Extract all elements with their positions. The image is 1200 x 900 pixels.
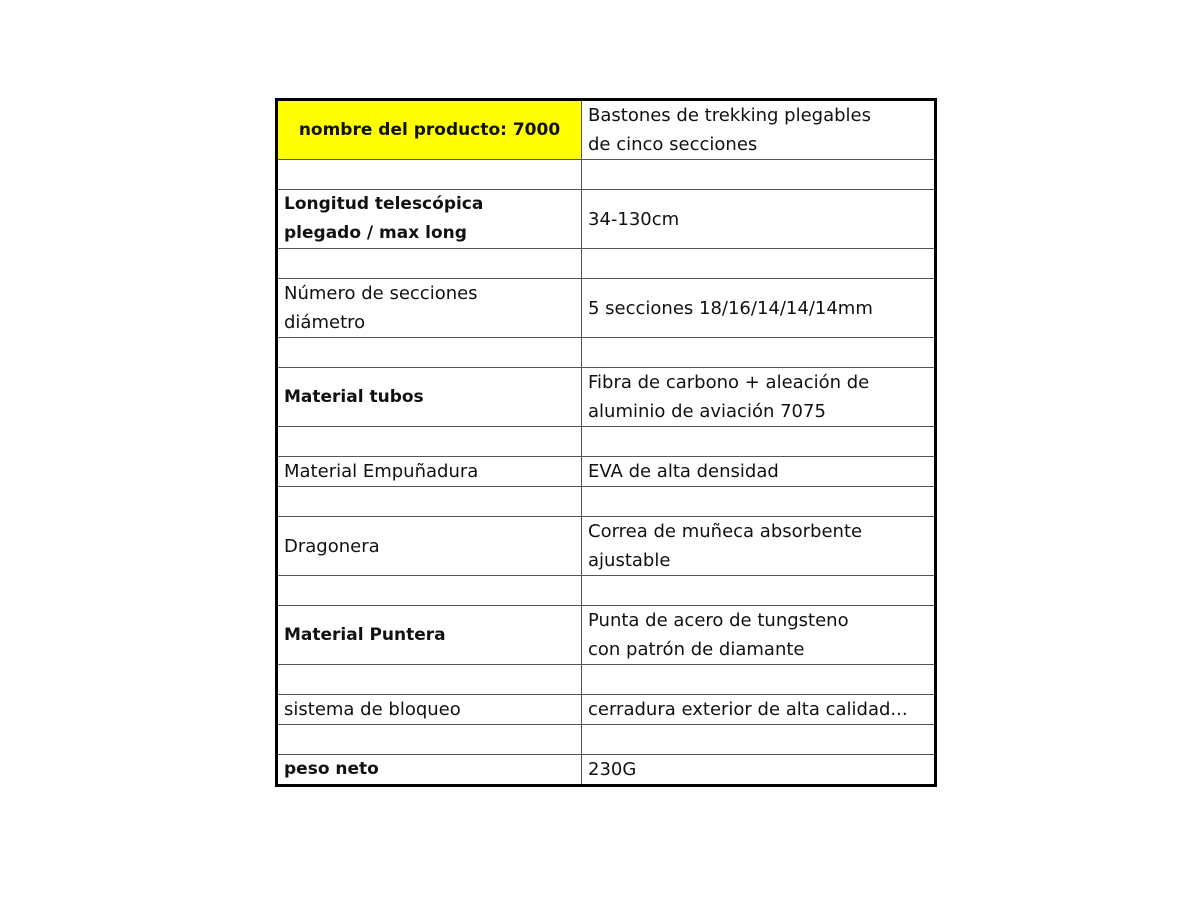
spec-value-line-2: aluminio de aviación 7075 — [588, 401, 826, 422]
spacer-row — [277, 487, 936, 517]
spec-label-line-1: Material tubos — [284, 386, 424, 407]
spec-label-cell — [277, 368, 582, 427]
spec-value-line-1: 5 secciones 18/16/14/14/14mm — [588, 297, 873, 319]
spec-label-line-1: sistema de bloqueo — [284, 699, 461, 720]
spacer-cell — [582, 338, 936, 368]
spec-value-cell — [582, 606, 936, 665]
spec-label-line-2: plegado / max long — [284, 223, 467, 243]
spec-value-cell — [582, 517, 936, 576]
spacer-cell — [582, 249, 936, 279]
product-name-label: nombre del producto: 7000 — [298, 119, 561, 140]
spec-label-line-1: Material Empuñadura — [284, 461, 479, 482]
spec-row-tube-material — [277, 368, 936, 427]
spec-label-cell — [277, 517, 582, 576]
spec-label-line-1: Material Puntera — [284, 624, 446, 645]
spec-value-cell — [582, 190, 936, 249]
spec-row-locking-system — [277, 695, 936, 725]
spec-value-cell — [582, 695, 936, 725]
spec-value-line-1: cerradura exterior de alta calidad... — [588, 699, 908, 720]
spec-value-line-1: 230G — [588, 759, 637, 780]
spacer-row — [277, 338, 936, 368]
spec-row-strap — [277, 517, 936, 576]
spec-label-cell — [277, 279, 582, 338]
spec-row-grip-material — [277, 457, 936, 487]
spec-value-cell — [582, 457, 936, 487]
spec-label-line-1: Número de secciones — [284, 283, 478, 304]
spacer-cell — [582, 427, 936, 457]
spec-label-cell — [277, 190, 582, 249]
spec-value-line-1: Correa de muñeca absorbente — [588, 521, 863, 542]
spec-value-line-1: EVA de alta densidad — [588, 461, 779, 482]
spec-label-cell — [277, 457, 582, 487]
spacer-cell — [277, 338, 582, 368]
spec-row-length — [277, 190, 936, 249]
spacer-cell — [582, 725, 936, 755]
spec-label-line-1: Longitud telescópica — [284, 194, 484, 214]
spec-value-line-1: 34-130cm — [588, 208, 680, 230]
spacer-cell — [582, 665, 936, 695]
spacer-cell — [582, 576, 936, 606]
spacer-cell — [582, 487, 936, 517]
spec-value-cell — [582, 368, 936, 427]
spacer-cell — [277, 487, 582, 517]
spec-label-line-2: diámetro — [284, 312, 366, 333]
spacer-row — [277, 160, 936, 190]
spec-row-sections — [277, 279, 936, 338]
spacer-cell — [277, 725, 582, 755]
spec-value-line-2: ajustable — [588, 550, 671, 571]
spec-value-line-1: Punta de acero de tungsteno — [588, 610, 849, 631]
spacer-cell — [277, 160, 582, 190]
spacer-row — [277, 249, 936, 279]
product-description-line-1: Bastones de trekking plegables — [588, 105, 872, 126]
spacer-row — [277, 427, 936, 457]
product-description-cell — [582, 100, 936, 160]
spec-value-cell — [582, 279, 936, 338]
spacer-row — [277, 576, 936, 606]
spacer-cell — [277, 576, 582, 606]
spacer-cell — [277, 427, 582, 457]
spacer-row — [277, 725, 936, 755]
spec-label-cell — [277, 755, 582, 786]
spec-table — [275, 98, 937, 787]
spacer-row — [277, 665, 936, 695]
spec-label-line-1: Dragonera — [284, 535, 380, 557]
spec-row-tip-material — [277, 606, 936, 665]
spec-label-cell — [277, 695, 582, 725]
spacer-cell — [582, 160, 936, 190]
spec-label-line-1: peso neto — [284, 759, 379, 779]
spacer-cell — [277, 249, 582, 279]
header-row — [277, 100, 936, 160]
spec-label-cell — [277, 606, 582, 665]
spec-value-cell — [582, 755, 936, 786]
spec-row-net-weight — [277, 755, 936, 786]
spec-value-line-2: con patrón de diamante — [588, 639, 805, 660]
spacer-cell — [277, 665, 582, 695]
spec-value-line-1: Fibra de carbono + aleación de — [588, 372, 870, 393]
product-name-cell — [277, 100, 582, 160]
product-description-line-2: de cinco secciones — [588, 134, 758, 155]
